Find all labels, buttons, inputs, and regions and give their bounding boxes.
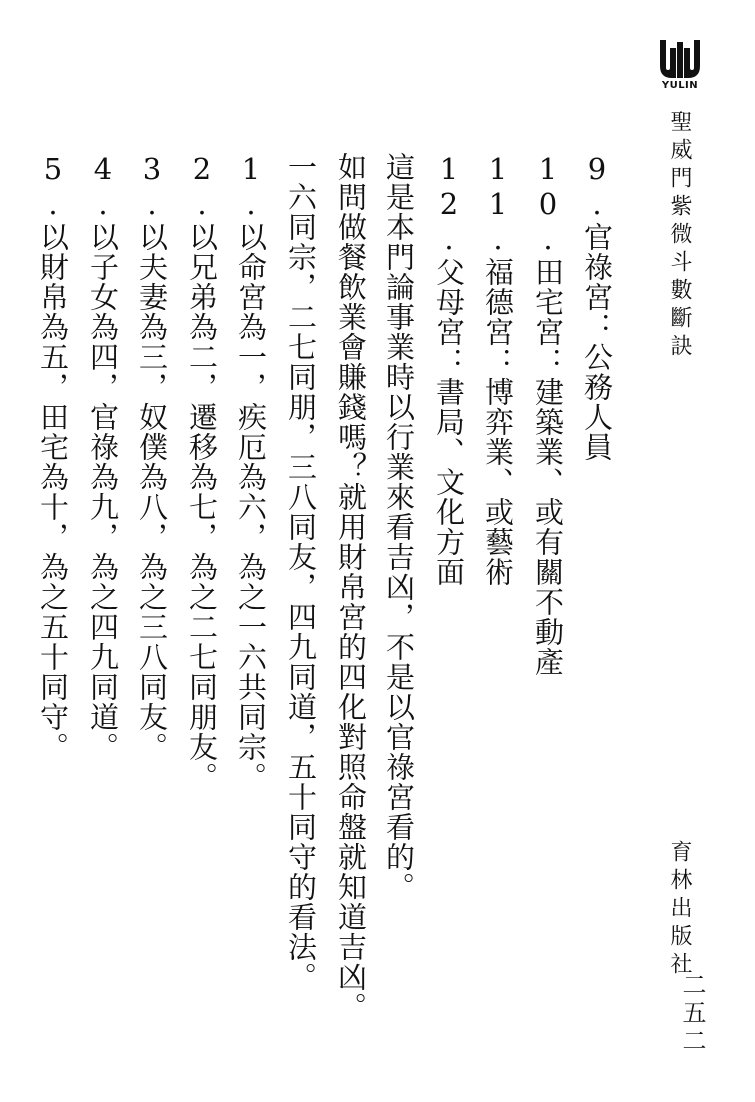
text-column-4: 12.父母宮：書局、文化方面 bbox=[432, 152, 466, 587]
publisher-name: 育林出版社 bbox=[667, 840, 692, 980]
text-column-7: 一六同宗，二七同朋，三八同友，四九同道，五十同守的看法。 bbox=[284, 152, 318, 992]
text-column-8: 1.以命宮為一，疾厄為六，為之一六共同宗。 bbox=[234, 152, 268, 792]
text-column-12: 5.以財帛為五，田宅為十，為之五十同守。 bbox=[36, 152, 70, 762]
text-column-10: 3.以夫妻為三，奴僕為八，為之三八同友。 bbox=[135, 152, 169, 762]
text-column-5: 這是本門論事業時以行業來看吉凶，不是以官祿宮看的。 bbox=[382, 152, 416, 902]
text-column-9: 2.以兄弟為二，遷移為七，為之二七同朋友。 bbox=[185, 152, 219, 792]
book-title: 聖威門紫微斗數斷訣 bbox=[667, 110, 692, 362]
text-column-3: 11.福德宮：博弈業、或藝術 bbox=[481, 152, 515, 587]
text-column-6: 如問做餐飲業會賺錢嗎？就用財帛宮的四化對照命盤就知道吉凶。 bbox=[334, 152, 368, 1022]
text-column-2: 10.田宅宮：建築業、或有關不動產 bbox=[531, 152, 565, 677]
page-number: 二五二 bbox=[678, 972, 706, 1056]
logo-wordmark: YULIN bbox=[661, 80, 699, 91]
text-column-1: 9.官祿宮：公務人員 bbox=[580, 152, 614, 462]
text-column-11: 4.以子女為四，官祿為九，為之四九同道。 bbox=[86, 152, 120, 762]
